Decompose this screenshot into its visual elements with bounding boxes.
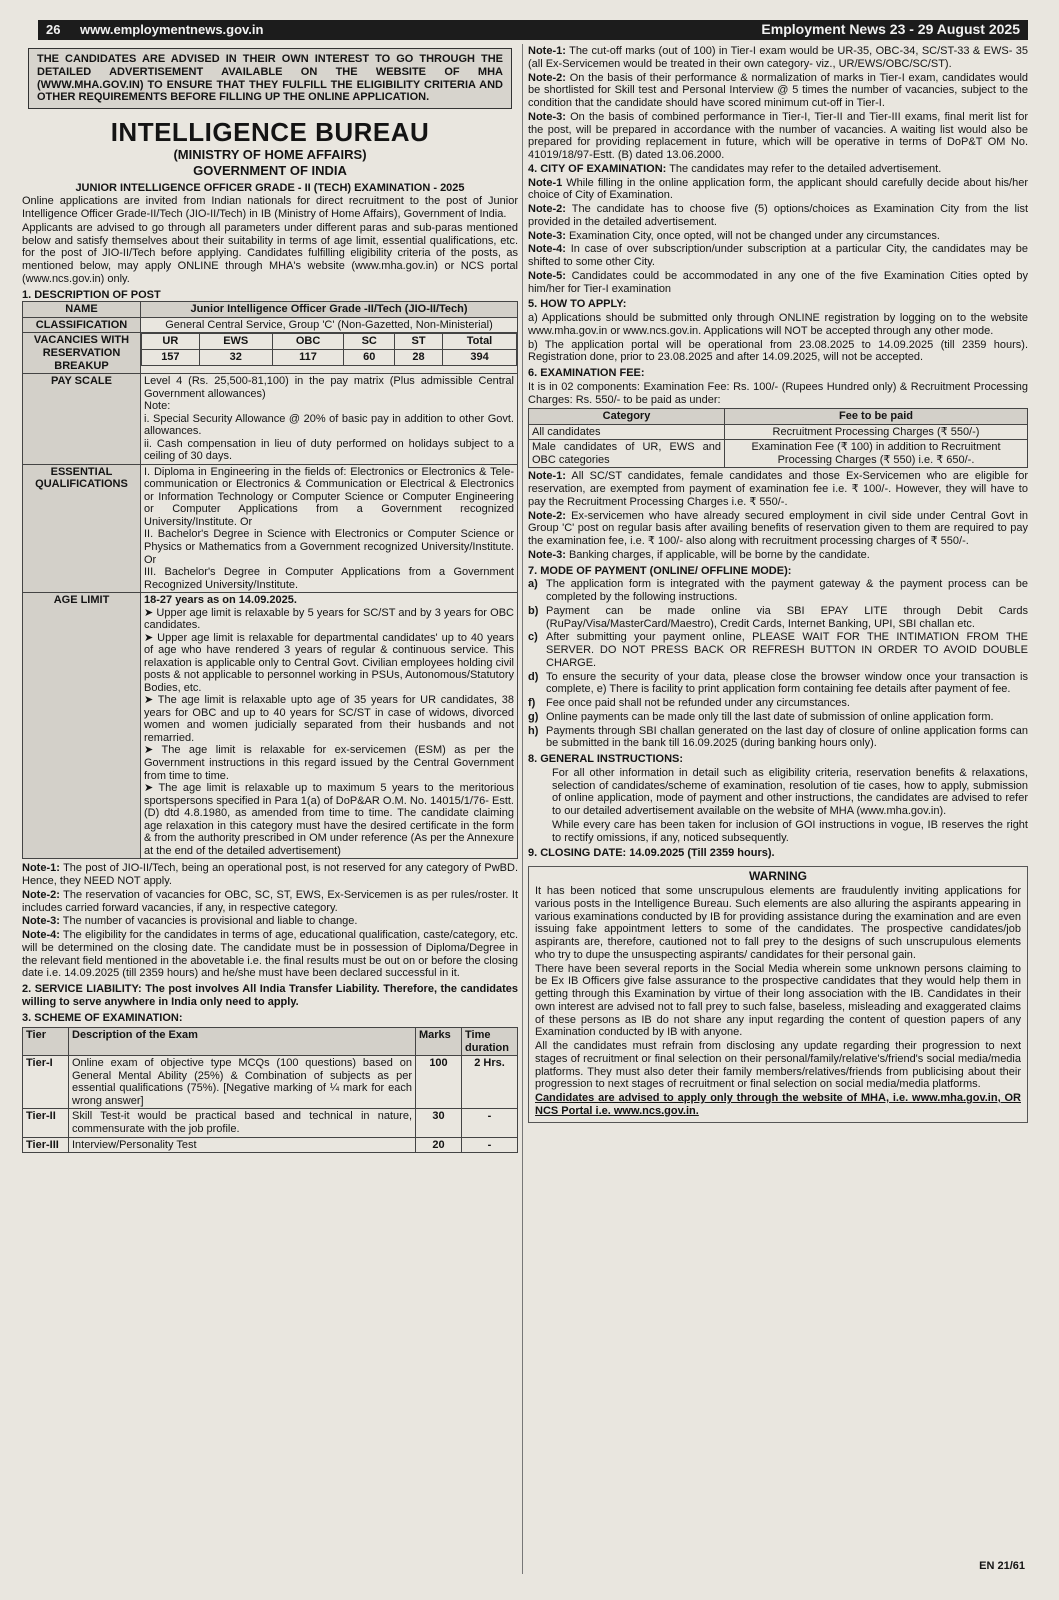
classification-value: General Central Service, Group 'C' (Non-Gazetted, Non-Ministerial) (141, 317, 518, 333)
fee-table (528, 408, 1028, 468)
scheme-tier: Tier-II (23, 1109, 69, 1137)
apply-b: b) The application portal will be operational from 23.08.2025 to 14.09.2025 (till 2359 hours). Registration done, prior to 23.08.2025 and after 14.09.2025, will not be accepted. (528, 338, 1028, 364)
note-label: Note-4: (528, 243, 566, 256)
fee-header: Category (529, 409, 725, 425)
list-item (528, 711, 1028, 724)
note-label: Note-1: (528, 470, 566, 483)
age-line: ➤ The age limit is relaxable upto age of 35 years for UR candidates, 38 years for OBC and up to 40 years for SC/ST in case of widows, divorced women and women judicially separated from their husbands and not remarried. (144, 694, 514, 744)
pay-line: Note: (144, 400, 171, 413)
left-notes (22, 862, 518, 980)
age-line: ➤ The age limit is relaxable up to maximum 5 years to the meritorious sportspersons specified in Para 1(a) of DoP&AR O.M. No. 14015/1/76- Estt.(D) dtd 4.8.1980, as amended from time to time. The candidate claiming age relaxation in this category must have the desired certificate in the form & from the authority prescribed in OM under reference (As per the Annexure at the end of the detailed advertisement) (144, 782, 514, 857)
apply-a: a) Applications should be submitted only through ONLINE registration by logging on to the website www.mha.gov.in or www.ncs.gov.in. Applications will NOT be accepted through any other mode. (528, 312, 1028, 337)
note-text: In case of over subscription/under subscription at a particular City, the candidates may be shifted to some other City. (528, 243, 1028, 268)
qualification-line: III. Bachelor's Degree in Computer Applications from a Government Recognized University/Institute. (144, 566, 514, 591)
vacancy-value: 32 (199, 350, 272, 366)
list-key: b) (528, 604, 539, 617)
fee-header: Fee to be paid (725, 409, 1028, 425)
note-text: While filling in the online application form, the applicant should carefully decide about his/her choice of City of Examination. (528, 176, 1028, 202)
list-text: Fee once paid shall not be refunded under any circumstances. (546, 697, 850, 710)
vacancy-header: ST (395, 334, 443, 350)
city-heading-text: The candidates may refer to the detailed advertisement. (669, 162, 942, 175)
general-text: For all other information in detail such as eligibility criteria, reservation benefits & relaxations, selection of candidates/scheme of examination, resolution of tie cases, how to apply, submission of online application, mode of payment and other instructions, the candidates are advised to refer to our detailed advertisement available on the website of MHA (www.mha.gov.in). (552, 766, 1028, 818)
list-text: The application form is integrated with the payment gateway & the payment process can be completed by the following instructions. (546, 578, 1028, 604)
scheme-header: Tier (23, 1028, 69, 1056)
name-value: Junior Intelligence Officer Grade -II/Tech (JIO-II/Tech) (141, 302, 518, 318)
note-label: Note-5: (528, 269, 566, 282)
age-main: 18-27 years as on 14.09.2025. (144, 594, 297, 607)
fee-amount: Examination Fee (₹ 100) in addition to Recruitment Processing Charges (₹ 550) i.e. ₹ 650/-. (725, 440, 1028, 468)
payment-heading: 7. MODE OF PAYMENT (ONLINE/ OFFLINE MODE): (528, 564, 792, 577)
note-label: Note-2: (528, 509, 566, 522)
list-text: To ensure the security of your data, please close the browser window once your transaction is complete, e) There is facility to print application form containing fee details after payment of fee. (546, 670, 1028, 696)
org-name: INTELLIGENCE BUREAU (110, 117, 430, 147)
government-name: GOVERNMENT OF INDIA (193, 163, 347, 179)
scheme-desc: Online exam of objective type MCQs (100 questions) based on General Mental Ability (25%) & Combination of subjects as per essential qualifications (75%). [Negative marking of ¼ mark for each wrong answer] (69, 1056, 416, 1109)
general-text-2: While every care has been taken for inclusion of GOI instructions in vogue, IB reserves the right to rectify omissions, if any, noticed subsequently. (552, 818, 1028, 844)
general-heading: 8. GENERAL INSTRUCTIONS: (528, 753, 684, 766)
scheme-tier: Tier-III (23, 1137, 69, 1153)
qualification-label: ESSENTIAL QUALIFICATIONS (23, 464, 141, 592)
note-label: Note-2: (528, 203, 566, 215)
list-item (528, 671, 1028, 697)
fee-amount: Recruitment Processing Charges (₹ 550/-) (725, 424, 1028, 440)
list-item (528, 578, 1028, 604)
city-heading: 4. CITY OF EXAMINATION: (528, 162, 667, 175)
age-line: ➤ The age limit is relaxable for ex-servicemen (ESM) as per the Government instructions in this regard issued by the Central Government from time to time. (144, 744, 514, 782)
vacancy-header: SC (344, 334, 395, 350)
note-label: Note-2: (528, 71, 566, 84)
scheme-tier: Tier-I (23, 1056, 69, 1109)
fee-category: All candidates (529, 424, 725, 440)
payment-list (528, 578, 1028, 750)
closing-date: 9. CLOSING DATE: 14.09.2025 (Till 2359 hours). (528, 847, 775, 860)
scheme-time: - (462, 1109, 518, 1137)
apply-heading: 5. HOW TO APPLY: (528, 298, 627, 311)
scheme-header: Marks (416, 1028, 462, 1056)
fee-heading: 6. EXAMINATION FEE: (528, 367, 645, 379)
vacancy-header: OBC (272, 334, 344, 350)
vacancy-value: 60 (344, 350, 395, 366)
vacancy-value: 157 (142, 350, 200, 366)
list-text: Online payments can be made only till the last date of submission of online application form. (546, 710, 994, 723)
note-text: The number of vacancies is provisional and liable to change. (62, 915, 358, 928)
note-text: On the basis of combined performance in Tier-I, Tier-II and Tier-III exams, final merit list for the post, will be prepared in accordance with the number of vacancies. A waiting list would also be prepared for providing replacement in future, which will be operative in terms of DoP&T OM No. 41019/18/97-Estt. (B) dated 13.06.2000. (528, 110, 1028, 161)
warning-heading: WARNING (749, 869, 807, 884)
fee-category: Male candidates of UR, EWS and OBC categories (529, 440, 725, 468)
note-text: Banking charges, if applicable, will be borne by the candidate. (568, 548, 870, 561)
page-number: 26 (46, 22, 61, 37)
footer-code: EN 21/61 (979, 1560, 1025, 1572)
scheme-marks: 30 (416, 1109, 462, 1137)
list-key: h) (528, 724, 539, 737)
list-key: g) (528, 710, 539, 723)
name-label: NAME (23, 302, 141, 318)
intro-paragraph-1: Online applications are invited from Indian nationals for direct recruitment to the post of Junior Intelligence Officer Grade-II/Tech (JIO-II/Tech) in IB (Ministry of Home Affairs), Government of India. (22, 195, 518, 221)
pay-scale-label: PAY SCALE (23, 374, 141, 465)
note-label: Note-3: (528, 110, 566, 123)
fee-intro: It is in 02 components: Examination Fee: Rs. 100/- (Rupees Hundred only) & Recruitment Processing Charges: Rs. 550/- to be paid as under: (528, 380, 1028, 406)
scheme-header: Description of the Exam (69, 1028, 416, 1056)
warning-paragraph: Candidates are advised to apply only through the website of MHA, i.e. www.mha.gov.in, OR NCS Portal i.e. www.ncs.gov.in. (535, 1092, 1021, 1117)
right-column (528, 44, 1028, 1584)
note-text: Candidates could be accommodated in any one of the five Examination Cities opted by him/her for Tier-I examination (528, 269, 1028, 295)
post-heading: 1. DESCRIPTION OF POST (22, 288, 161, 301)
scheme-time: - (462, 1137, 518, 1153)
list-text: Payment can be made online via SBI EPAY LITE through Debit Cards (RuPay/Visa/MasterCard/Maestro), Credit Cards, Internet Banking, UPI, SBI challan etc. (546, 604, 1028, 630)
note-text: The eligibility for the candidates in terms of age, educational qualification, caste/category, etc. will be determined on the closing date. The candidate must be in possession of Diploma/Degree in the relevant field mentioned in the abovetable i.e. the final results must be out on or before the closing date i.e. 14.09.2025 (till 2359 hours) and he/she must have been declared successful in it. (22, 929, 518, 980)
page-header (38, 20, 1028, 40)
website-url: www.employmentnews.gov.in (80, 22, 264, 37)
edition-title: Employment News 23 - 29 August 2025 (761, 21, 1020, 37)
note-label: Note-1: (528, 45, 566, 57)
service-text: The post involves All India Transfer Liability. Therefore, the candidates willing to serve anywhere in India only need to apply. (22, 983, 518, 1008)
vacancy-value: 394 (443, 350, 517, 366)
list-key: f) (528, 697, 536, 710)
pay-line: Level 4 (Rs. 25,500-81,100) in the pay matrix (Plus admissible Central Government allowances) (144, 375, 514, 400)
post-description-table (22, 301, 518, 859)
pay-line: i. Special Security Allowance @ 20% of basic pay in addition to other Govt. allowances. (144, 412, 514, 438)
note-text: Ex-servicemen who have already secured employment in civil side under Central Govt in Group 'C' post on regular basis after availing benefits of reservation given to them are required to pay the examination fee, i.e. ₹ 100/- also along with recruitment processing charges of ₹ 550/-. (528, 509, 1028, 548)
list-item (528, 605, 1028, 631)
left-column (22, 44, 518, 1584)
service-heading: 2. SERVICE LIABILITY: (22, 983, 142, 995)
vacancy-header: EWS (199, 334, 272, 350)
list-key: c) (528, 631, 538, 644)
list-key: d) (528, 670, 539, 683)
vacancy-header: UR (142, 334, 200, 350)
list-text: After submitting your payment online, PLEASE WAIT FOR THE INTIMATION FROM THE SERVER. DO NOT PRESS BACK OR REFRESH BUTTON IN ORDER TO AVOID DOUBLE CHARGE. (546, 631, 1028, 669)
note-label: Note-1 (528, 176, 563, 189)
list-item (528, 697, 1028, 710)
age-line: ➤ Upper age limit is relaxable by 5 years for SC/ST and by 3 years for OBC candidates. (144, 606, 514, 632)
qualification-line: I. Diploma in Engineering in the fields of: Electronics or Electronics & Tele-communication or Electronics & Communication or Electrical & Electronics or Information Technology or Computer Science or Computer Engineering or Computer Applications from a Government recognized University/Institute. Or (144, 465, 514, 528)
list-item (528, 725, 1028, 751)
scheme-header: Time duration (462, 1028, 518, 1056)
classification-label: CLASSIFICATION (23, 317, 141, 333)
advisory-box: THE CANDIDATES ARE ADVISED IN THEIR OWN INTEREST TO GO THROUGH THE DETAILED ADVERTISEMENT AVAILABLE ON THE WEBSITE OF MHA (WWW.MHA.GOV.IN) TO ENSURE THAT THEY FULFILL THE ELIGIBILITY CRITERIA AND OTHER REQUIREMENTS BEFORE FILLING UP THE ONLINE APPLICATION. (28, 48, 512, 109)
note-label: Note-3: (528, 548, 566, 561)
vacancies-label: VACANCIES WITH RESERVATION BREAKUP (23, 333, 141, 374)
note-label: Note-4: (22, 929, 60, 941)
pay-scale-value (141, 374, 518, 465)
intro-paragraph-2: Applicants are advised to go through all parameters under different paras and sub-paras mentioned below and satisfy themselves about their suitability in terms of age limit, essential qualifications, etc. for the post of JIO-II/Tech before applying. Candidates fulfilling eligibility criteria of the posts, as mentioned below, may apply ONLINE through MHA's website (www.mha.gov.in) or NCS portal (www.ncs.gov.in) only. (22, 221, 518, 285)
note-text: Examination City, once opted, will not be changed under any circumstances. (568, 229, 940, 242)
qualification-value (141, 464, 518, 592)
note-text: The post of JIO-II/Tech, being an operational post, is not reserved for any category of PwBD. Hence, they NEED NOT apply. (22, 862, 518, 887)
warning-paragraph: There have been several reports in the Social Media wherein some unknown persons claiming to be Ex IB Officers give false assurance to the prospective candidates that they would help them in getting through this Examination by virtue of their long association with the IB. Candidates in their own interest are advised not to fall prey to such false, baseless, misleading and exaggerated claims of these persons as IB do not share any input regarding the content of question papers of any Examination conducted by IB with anyone. (535, 962, 1021, 1039)
note-text: The candidate has to choose five (5) options/choices as Examination City from the list provided in the detailed advertisement. (528, 203, 1028, 228)
qualification-line: II. Bachelor's Degree in Science with Electronics or Computer Science or Physics or Mathematics from a Government recognized University/Institute. Or (144, 528, 514, 566)
list-key: a) (528, 578, 538, 591)
note-text: On the basis of their performance & normalization of marks in Tier-I exam, candidates would be shortlisted for Skill test and Personal Interview @ 5 times the number of vacancies, subject to the condition that the candidate should have scored minimum cut-off in Tier-I. (528, 71, 1028, 109)
age-limit-value (141, 593, 518, 859)
warning-paragraph: It has been noticed that some unscrupulous elements are fraudulently inviting applications for various posts in the Intelligence Bureau. Such elements are also alluring the aspirants appearing in various examinations conducted by IB for providing assistance during the examination and are even issuing fake appointment letters to some of the candidates. The prospective candidates/job aspirants are, therefore, cautioned not to fall prey to the designs of such unscrupulous elements who try to dupe the unsuspecting aspirants/ candidates for their personal gain. (535, 885, 1021, 961)
vacancy-header: Total (443, 334, 517, 350)
scheme-marks: 20 (416, 1137, 462, 1153)
scheme-desc: Interview/Personality Test (69, 1137, 416, 1153)
column-divider (522, 44, 523, 1574)
vacancy-table (141, 333, 517, 365)
note-label: Note-3: (528, 229, 566, 242)
warning-paragraph: All the candidates must refrain from disclosing any update regarding their progression to next stages of recruitment or final selection on their personal/family/relative's/friend's social media/media platforms. They must also deter their family members/relatives/friends from publicising about their progression to next stages of recruitment or final selection on social media/media platforms. (535, 1040, 1021, 1091)
note-label: Note-1: (22, 862, 60, 875)
age-limit-label: AGE LIMIT (23, 593, 141, 859)
warning-box (528, 866, 1028, 1122)
list-text: Payments through SBI challan generated on the last day of closure of online application forms can be submitted in the bank till 16.09.2025 (during banking hours only). (546, 724, 1028, 750)
scheme-marks: 100 (416, 1056, 462, 1109)
age-line: ➤ Upper age limit is relaxable for departmental candidates' up to 40 years of age who have rendered 3 years of regular & continuous service. This relaxation is applicable only to Central Govt. Civilian employees holding civil posts & not applicable to personnel working in PSUs, Autonomous/Statutory Bodies, etc. (144, 631, 514, 694)
note-label: Note-2: (22, 888, 60, 901)
vacancy-value: 117 (272, 350, 344, 366)
note-text: All SC/ST candidates, female candidates and those Ex-Servicemen who are eligible for reservation, are exempted from payment of examination fee i.e. ₹ 100/-. However, they will have to pay the Recruitment Processing Charges i.e. ₹ 550/-. (528, 470, 1028, 508)
scheme-desc: Skill Test-it would be practical based and technical in nature, commensurate with the job profile. (69, 1109, 416, 1137)
scheme-heading: 3. SCHEME OF EXAMINATION: (22, 1011, 183, 1024)
list-item (528, 631, 1028, 669)
scheme-table (22, 1027, 518, 1153)
note-label: Note-3: (22, 915, 60, 928)
vacancy-value: 28 (395, 350, 443, 366)
note-text: The reservation of vacancies for OBC, SC, ST, EWS, Ex-Servicemen is as per rules/roster. It includes carried forward vacancies, if any, in respective category. (22, 888, 518, 914)
scheme-time: 2 Hrs. (462, 1056, 518, 1109)
ministry-name: (MINISTRY OF HOME AFFAIRS) (173, 147, 367, 163)
pay-line: ii. Cash compensation in lieu of duty performed on holidays subject to a ceiling of 30 days. (144, 437, 514, 463)
note-text: The cut-off marks (out of 100) in Tier-I exam would be UR-35, OBC-34, SC/ST-33 & EWS- 35 (all Ex-Servicemen would be treated in their own category- viz., UR/EWS/OBC/SC/ST). (528, 45, 1028, 70)
exam-title: JUNIOR INTELLIGENCE OFFICER GRADE - II (TECH) EXAMINATION - 2025 (75, 181, 465, 194)
